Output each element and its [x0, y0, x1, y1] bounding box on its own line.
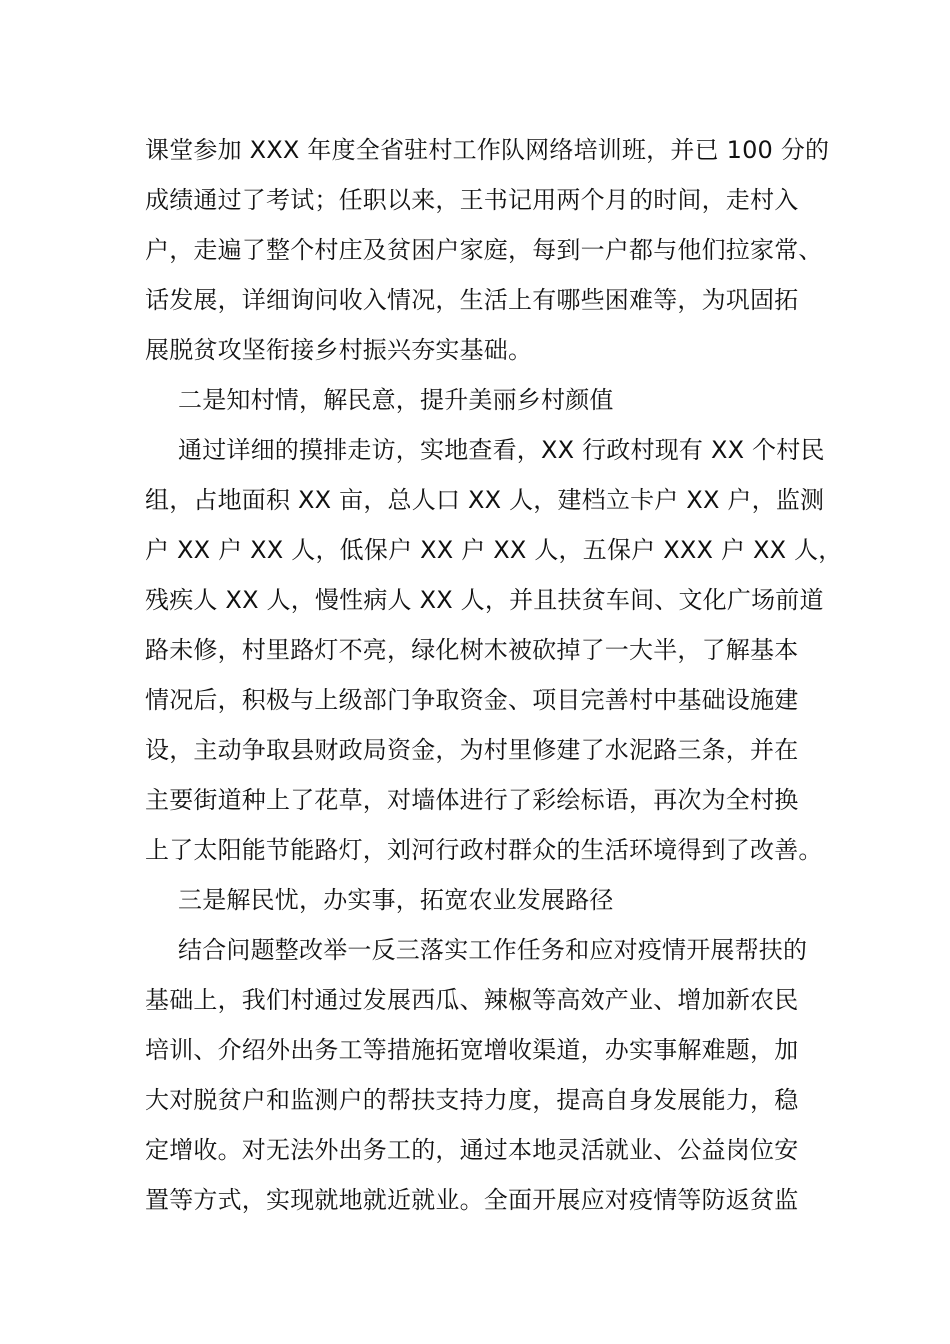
text-line: 展脱贫攻坚衔接乡村振兴夯实基础。 [145, 336, 533, 364]
text-line: 定增收。对无法外出务工的，通过本地灵活就业、公益岗位安 [145, 1136, 799, 1164]
text-line: 话发展，详细询问收入情况，生活上有哪些困难等，为巩固拓 [145, 286, 799, 314]
text-line: 结合问题整改举一反三落实工作任务和应对疫情开展帮扶的 [178, 936, 808, 964]
section-heading: 二是知村情，解民意，提升美丽乡村颜值 [178, 386, 614, 414]
text-line: 户 XX 户 XX 人，低保户 XX 户 XX 人，五保户 XXX 户 XX 人， [145, 536, 843, 564]
text-line: 基础上，我们村通过发展西瓜、辣椒等高效产业、增加新农民 [145, 986, 799, 1014]
section-heading: 三是解民忧，办实事，拓宽农业发展路径 [178, 886, 614, 914]
text-line: 情况后，积极与上级部门争取资金、项目完善村中基础设施建 [145, 686, 799, 714]
text-line: 成绩通过了考试；任职以来，王书记用两个月的时间，走村入 [145, 186, 799, 214]
text-line: 路未修，村里路灯不亮，绿化树木被砍掉了一大半，了解基本 [145, 636, 799, 664]
text-line: 组，占地面积 XX 亩，总人口 XX 人，建档立卡户 XX 户，监测 [145, 486, 825, 514]
text-line: 培训、介绍外出务工等措施拓宽增收渠道，办实事解难题，加 [145, 1036, 799, 1064]
text-line: 主要街道种上了花草，对墙体进行了彩绘标语，再次为全村换 [145, 786, 799, 814]
text-line: 课堂参加 XXX 年度全省驻村工作队网络培训班，并已 100 分的 [145, 136, 830, 164]
text-line: 残疾人 XX 人，慢性病人 XX 人，并且扶贫车间、文化广场前道 [145, 586, 824, 614]
text-line: 设，主动争取县财政局资金，为村里修建了水泥路三条，并在 [145, 736, 799, 764]
text-line: 大对脱贫户和监测户的帮扶支持力度，提高自身发展能力，稳 [145, 1086, 799, 1114]
text-line: 户，走遍了整个村庄及贫困户家庭，每到一户都与他们拉家常、 [145, 236, 823, 264]
text-line: 上了太阳能节能路灯，刘河行政村群众的生活环境得到了改善。 [145, 836, 823, 864]
text-line: 通过详细的摸排走访，实地查看，XX 行政村现有 XX 个村民 [178, 436, 825, 464]
text-line: 置等方式，实现就地就近就业。全面开展应对疫情等防返贫监 [145, 1186, 799, 1214]
